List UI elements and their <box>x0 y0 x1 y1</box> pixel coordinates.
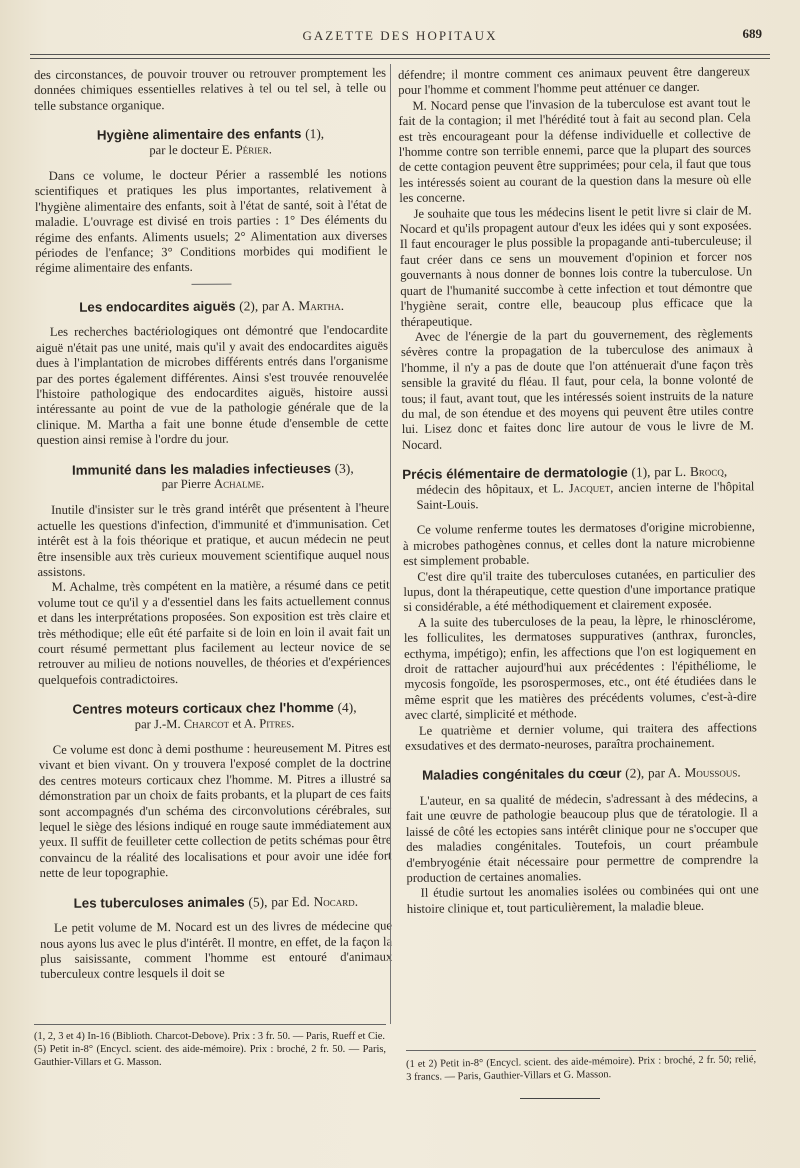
intro-paragraph: des circonstances, de pouvoir trouver ou retrouver promptement les données chimiques essentielles relatives à tel ou tel sel, à telle ou telle substance organique. <box>34 65 387 113</box>
author-name: Périer. <box>235 141 272 157</box>
paragraph: défendre; il montre comment ces animaux peuvent être dangereux pour l'homme et comment l'homme peut atténuer ce danger. <box>398 64 751 98</box>
paragraph: Les recherches bactériologiques ont démontré que l'endocardite aiguë n'était pas une unité, mais qu'il y avait des endocardites aiguës dues à l'implantation de microbes différents entrés dans l'organisme par des portes également différentes. Ainsi s'est trouvée renouvelée l'histoire pathologique des endocardites aiguës, histoire aussi intéressante au point de vue de la pathologie générale que de la clinique. M. Martha a fait une bonne étude d'ensemble de cette question ainsi remise à l'ordre du jour. <box>35 322 389 448</box>
paragraph: M. Achalme, très compétent en la matière, a résumé dans ce petit volume tout ce qu'il y a d'essentiel dans les faits actuellement connus et dans les interprétations proposées. Son exposition est très claire et très méthodique; elle eût été parfaite si de loin en loin il avait fait un court résumé permettant plus facilement au lecteur novice de se retrouver au milieu de notions nouvelles, de théories et d'expériences quelquefois contradictoires. <box>37 577 391 687</box>
section-title-endocardites: Les endocardites aiguës (2), par A. Martha. <box>79 297 345 315</box>
author-name: Nocard. <box>313 893 359 909</box>
footnote-rule <box>406 1050 756 1051</box>
author-name: Moussous. <box>684 764 741 781</box>
footnote: (1, 2, 3 et 4) In-16 (Biblioth. Charcot-Debove). Prix : 3 fr. 50. — Paris, Rueff et Cie. <box>34 1031 386 1042</box>
section-title-immunite: Immunité dans les maladies infectieuses (3), <box>71 460 354 478</box>
right-column <box>398 64 759 917</box>
author-name: Achalme. <box>213 476 265 491</box>
author-name: Brocq, <box>689 463 728 480</box>
footnote: (5) Petit in-8° (Encycl. scient. des aide-mémoire). Prix : broché, 2 fr. 50. — Paris, Gauthier-Villars et G. Masson. <box>34 1044 386 1068</box>
footnote: (1 et 2) Petit in-8° (Encycl. scient. des aide-mémoire). Prix : broché, 2 fr. 50; relié, 3 francs. — Paris, Gauthier-Villars et G. Masson. <box>406 1054 757 1083</box>
column-divider <box>390 64 391 1024</box>
section-title-text: Hygiène alimentaire des enfants <box>96 126 302 143</box>
footnotes-left <box>34 1030 386 1069</box>
section-title-tuberculoses: Les tuberculoses animales (5), par Ed. Nocard. <box>73 893 359 911</box>
paragraph: Il étudie surtout les anomalies isolées ou combinées qui ont une histoire clinique et, tout particulièrement, la maladie bleue. <box>406 882 759 916</box>
paragraph: A la suite des tuberculoses de la peau, la lèpre, le rhinosclérome, les folliculites, les dermatoses suppuratives (anthrax, furoncles, ecthyma, impétigo); enfin, les affections que l'on est logiquement en droit de rattacher aujourd'hui aux précédentes : l'épithéliome, le mycosis fongoïde, les psorospermoses, etc., ont été étudiées dans le même esprit que les matières des précédents volumes, c'est-à-dire avec clarté, simplicité et méthode. <box>403 612 757 723</box>
page-number: 689 <box>742 26 762 41</box>
footnotes-right <box>406 1053 756 1084</box>
end-rule <box>520 1098 600 1099</box>
section-author: médecin des hôpitaux, et L. Jacquet, ancien interne de l'hôpital Saint-Louis. <box>416 478 755 512</box>
header-rule-thin <box>30 58 770 59</box>
separator <box>192 284 232 285</box>
header-rule <box>30 54 770 55</box>
author-name: Pitres. <box>259 715 295 731</box>
paragraph: Le quatrième et dernier volume, qui traitera des affections exsudatives et des dermato-neuroses, paraîtra prochainement. <box>405 719 757 754</box>
paragraph: Je souhaite que tous les médecins lisent le petit livre si clair de M. Nocard et qu'ils propagent autour d'eux les idées qui y sont exposées. Il faut encourager le plus possible la propagande anti-tuberculeuse; il faut créer dans ce sens un mouvement d'opinion et forcer nos gouvernants à nous donner de bonnes lois contre la tuberculose. Un quart de l'humanité succombe à cette infection et tout démontre que l'hygiène serait, contre elle, beaucoup plus efficace que la thérapeutique. <box>399 202 753 329</box>
paragraph: M. Nocard pense que l'invasion de la tuberculose est avant tout le fait de la contagion; il met l'hérédité tout à fait au second plan. Cela est très encourageant pour la défense individuelle et collective de l'homme contre son terrible ennemi, parce que la plupart des sources de cette contagion peuvent être supprimées; pour cela, il faut que tous les intéressés soient au courant de la question dans la mesure où elle les concerne. <box>398 95 752 206</box>
section-author: par J.-M. Charcot et A. Pitres. <box>134 715 295 731</box>
section-title-centres-moteurs: Centres moteurs corticaux chez l'homme (4), <box>72 699 357 717</box>
paragraph: Inutile d'insister sur le très grand intérêt que présentent à l'heure actuelle les questions d'infection, d'immunité et d'immunisation. Cet intérêt est à la fois théorique et pratique, et aucun médecin ne peut être insensible aux très curieux mouvement scientifique auquel nous assistons. <box>37 500 390 579</box>
paragraph: Avec de l'énergie de la part du gouvernement, des règlements sévères contre la propagation de la tuberculose des animaux à l'homme, il n'y a pas de doute que l'on atténuerait d'une façon très sensible la gravité du fléau. Il faut, pour cela, la bonne volonté de tous; il faut, avant tout, que les intéressés soient instruits de la nature du mal, de son étendue et des moyens qui peuvent être utiles contre lui. Lisez donc et faites donc lire autour de vous le livre de M. Nocard. <box>400 326 754 452</box>
footnote-rule <box>34 1024 386 1025</box>
author-name: Charcot <box>183 716 230 731</box>
section-author: par le docteur E. Périer. <box>149 141 272 157</box>
paragraph: Ce volume renferme toutes les dermatoses d'origine microbienne, à microbes pathogènes connus, et celles dont la nature microbienne est simplement probable. <box>402 519 756 569</box>
paragraph: Ce volume est donc à demi posthume : heureusement M. Pitres est vivant et bien vivant. On y trouvera l'exposé complet de la doctrine des centres moteurs corticaux chez l'homme. M. Pitres a illustré sa démonstration par un choix de faits probants, et la plupart de ces faits sont accompagnés d'un schéma des circonvolutions cérébrales, sur lequel le siège des lésions indiqué en rouge saute immédiatement aux yeux. Il suffit de feuilleter cette collection de petits schémas pour être convaincu de la réalité des localisations et pour avoir une idée fort nette de leur topographie. <box>38 740 392 881</box>
running-head: GAZETTE DES HOPITAUX <box>302 28 498 43</box>
paragraph: Dans ce volume, le docteur Périer a rassemblé les notions scientifiques et pratiques les plus importantes, relativement à l'hygiène alimentaire des enfants, soit à l'état de santé, soit à l'état de maladie. L'ouvrage est divisé en trois parties : 1° Des éléments du régime des enfants. Aliments usuels; 2° Alimentation aux diverses périodes de l'enfance; 3° Conditions morbides qui modifient le régime alimentaire des enfants. <box>34 166 388 276</box>
section-author: par Pierre Achalme. <box>161 476 265 492</box>
author-name: Jacquet, <box>568 480 614 495</box>
section-title-dermatologie: Précis élémentaire de dermatologie (1), par L. Brocq, <box>402 463 728 483</box>
footnote-ref: (1), <box>305 126 325 142</box>
paragraph: C'est dire qu'il traite des tuberculoses cutanées, en particulier des lupus, dont la thérapeutique, cette question d'une importance pratique si considérable, a été méthodiquement et clairement exposée. <box>403 565 756 615</box>
left-column <box>34 66 392 983</box>
author-name: Martha. <box>298 297 345 314</box>
section-title-maladies-coeur: Maladies congénitales du cœur (2), par A. Moussous. <box>422 764 741 784</box>
paragraph: L'auteur, en sa qualité de médecin, s'adressant à des médecins, a fait une œuvre de pathologie beaucoup plus que de tératologie. Il a laissé de côté les ectopies sans intérêt clinique pour ne s'occuper que des maladies congénitales. Toutefois, un court préambule d'embryogénie était nécessaire pour permettre de comprendre la production de certaines anomalies. <box>405 790 759 885</box>
paragraph: Le petit volume de M. Nocard est un des livres de médecine que nous ayons lus avec le plus d'intérêt. Il montre, en effet, de la façon la plus saisissante, comment l'homme est entouré d'animaux tuberculeux contre lesquels il doit se <box>40 918 393 982</box>
